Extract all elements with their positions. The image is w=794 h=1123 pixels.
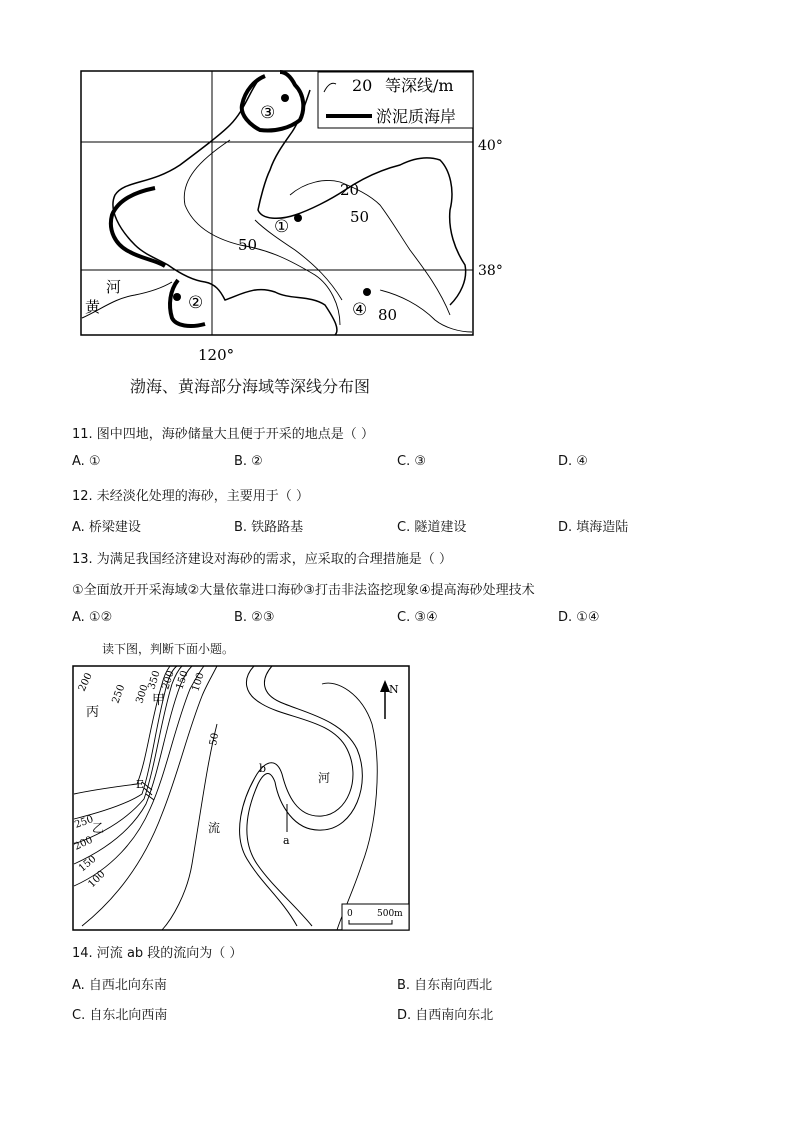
label-he: 河 bbox=[318, 771, 331, 785]
q12-option-d[interactable]: D. 填海造陆 bbox=[558, 520, 629, 535]
legend-contour-number: 20 bbox=[352, 76, 373, 95]
question-12: 12. 未经淡化处理的海砂，主要用于（ ） bbox=[72, 489, 309, 504]
q12-option-c[interactable]: C. 隧道建设 bbox=[397, 520, 467, 535]
contour-300: 300 bbox=[134, 683, 151, 705]
contour-label-50a: 50 bbox=[350, 208, 370, 226]
contour-150-left: 150 bbox=[76, 853, 99, 875]
river-outer bbox=[240, 666, 353, 926]
question-13-statements: ①全面放开开采海域②大量依靠进口海砂③打击非法盗挖现象④提高海砂处理技术 bbox=[72, 583, 535, 598]
lat-38: 38° bbox=[478, 263, 503, 279]
lat-40: 40° bbox=[478, 138, 503, 154]
muddy-coast-west bbox=[111, 188, 165, 266]
river-label: 河 bbox=[106, 278, 122, 296]
label-jia: 甲 bbox=[152, 693, 166, 708]
label-bing: 丙 bbox=[86, 705, 100, 720]
contour-label-50b: 50 bbox=[238, 236, 258, 254]
contour-350: 350 bbox=[146, 669, 163, 691]
q11-option-c[interactable]: C. ③ bbox=[397, 454, 426, 469]
site-2: ② bbox=[188, 293, 204, 313]
label-E: E bbox=[136, 778, 145, 791]
contour-250-left: 250 bbox=[73, 813, 95, 831]
bohai-depth-map bbox=[80, 70, 520, 370]
contour-label-80: 80 bbox=[378, 306, 398, 324]
q14-option-c[interactable]: C. 自东北向西南 bbox=[72, 1008, 168, 1023]
q14-option-d[interactable]: D. 自西南向东北 bbox=[397, 1008, 494, 1023]
legend-coast-label: 淤泥质海岸 bbox=[376, 107, 457, 126]
contour-50: 50 bbox=[208, 732, 222, 747]
contour-100-top: 100 bbox=[190, 671, 207, 693]
site-3: ③ bbox=[260, 103, 276, 123]
label-liu: 流 bbox=[208, 821, 221, 835]
map1-caption: 渤海、黄海部分海域等深线分布图 bbox=[130, 377, 371, 396]
contour-250-top: 250 bbox=[110, 683, 128, 706]
contour-200-left: 200 bbox=[72, 834, 95, 853]
q13-option-b[interactable]: B. ②③ bbox=[234, 610, 275, 625]
q13-option-a[interactable]: A. ①② bbox=[72, 610, 113, 625]
contour-100-left: 100 bbox=[86, 868, 108, 891]
question-13: 13. 为满足我国经济建设对海砂的需求，应采取的合理措施是（ ） bbox=[72, 552, 452, 567]
question-14: 14. 河流 ab 段的流向为（ ） bbox=[72, 946, 243, 961]
question-11: 11. 图中四地，海砂储量大且便于开采的地点是（ ） bbox=[72, 427, 374, 442]
q12-option-b[interactable]: B. 铁路路基 bbox=[234, 520, 304, 535]
q13-option-d[interactable]: D. ①④ bbox=[558, 610, 600, 625]
q11-option-d[interactable]: D. ④ bbox=[558, 454, 588, 469]
contour-200-mid: 200 bbox=[160, 669, 177, 691]
site-1: ① bbox=[274, 217, 290, 237]
contour-label-20: 20 bbox=[340, 181, 360, 199]
q12-option-a[interactable]: A. 桥梁建设 bbox=[72, 520, 141, 535]
q14-option-b[interactable]: B. 自东南向西北 bbox=[397, 978, 493, 993]
river-contour-map bbox=[72, 664, 412, 934]
site-4: ④ bbox=[352, 300, 368, 320]
label-b: b bbox=[259, 762, 267, 775]
yellow-label: 黄 bbox=[85, 298, 101, 316]
scale-500: 500m bbox=[377, 909, 403, 919]
label-a: a bbox=[283, 834, 290, 847]
q11-option-b[interactable]: B. ② bbox=[234, 454, 263, 469]
lon-120: 120° bbox=[198, 346, 235, 364]
scale-zero: 0 bbox=[347, 909, 353, 919]
q13-option-c[interactable]: C. ③④ bbox=[397, 610, 438, 625]
contour-200-top: 200 bbox=[76, 671, 95, 694]
label-yi: 乙 bbox=[92, 821, 105, 835]
intro-text: 读下图，判断下面小题。 bbox=[102, 642, 235, 656]
north-label: N bbox=[389, 683, 399, 696]
q14-option-a[interactable]: A. 自西北向东南 bbox=[72, 978, 167, 993]
contour-150-top: 150 bbox=[174, 669, 191, 691]
legend-contour-label: 等深线/m bbox=[385, 76, 454, 95]
q11-option-a[interactable]: A. ① bbox=[72, 454, 101, 469]
